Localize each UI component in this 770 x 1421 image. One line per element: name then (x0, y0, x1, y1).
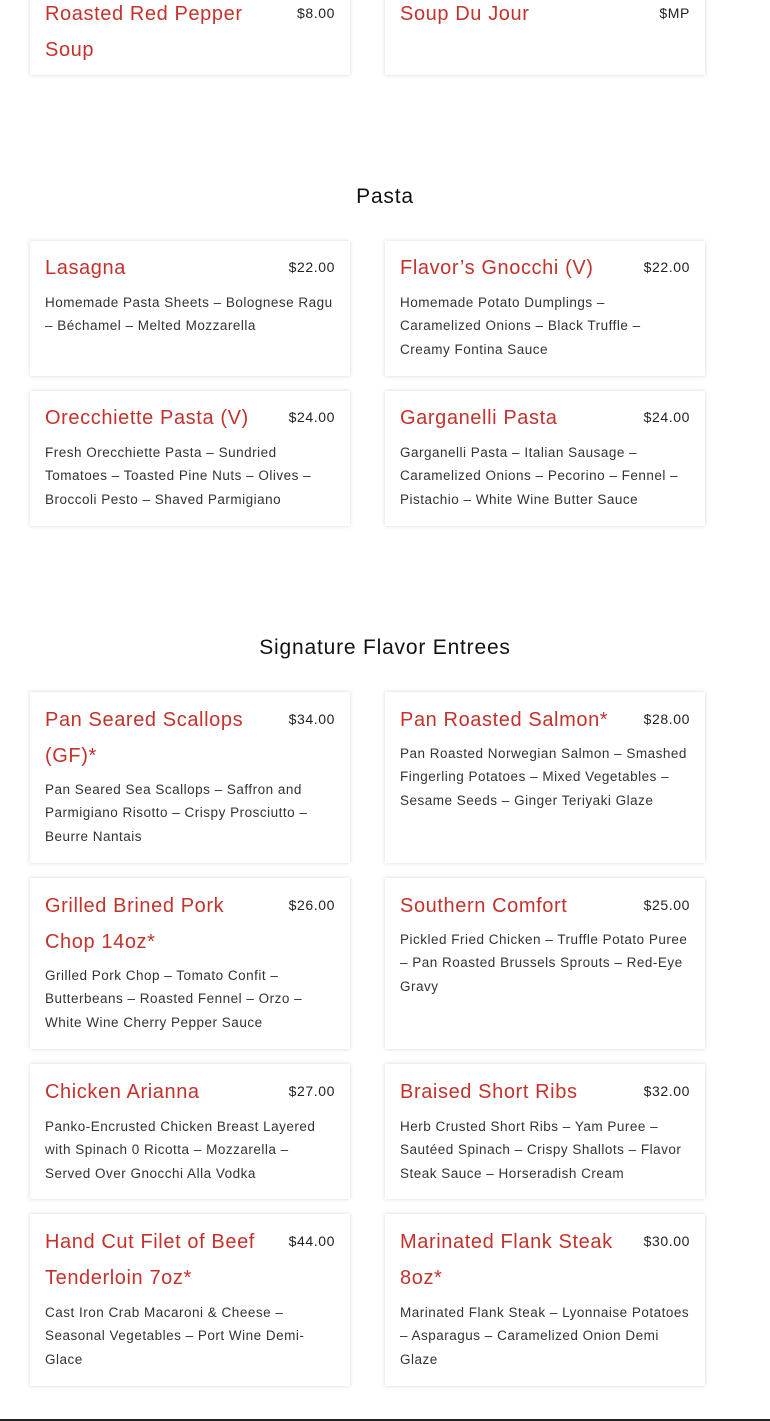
item-description: Fresh Orecchiette Pasta – Sundried Tomatoes – Toasted Pine Nuts – Olives – Broccoli Pesto – Shaved Parmigiano (45, 445, 312, 507)
item-name: Braised Short Ribs (400, 1081, 578, 1103)
menu-item-card (385, 0, 705, 75)
item-price: $28.00 (643, 711, 690, 727)
item-name: Grilled Brined Pork Chop 14oz* (45, 895, 225, 953)
item-name: Soup Du Jour (400, 3, 530, 25)
item-name: Chicken Arianna (45, 1081, 200, 1103)
menu-item-card (30, 878, 350, 1049)
section-title-pasta: Pasta (356, 185, 414, 208)
item-name: Lasagna (45, 257, 126, 279)
item-price: $24.00 (288, 409, 335, 425)
item-name: Garganelli Pasta (400, 407, 558, 429)
menu-item-card (385, 391, 705, 526)
item-description: Herb Crusted Short Ribs – Yam Puree – Sautéed Spinach – Crispy Shallots – Flavor Steak Sauce – Horseradish Cream (400, 1119, 682, 1181)
item-name: Orecchiette Pasta (V) (45, 407, 249, 429)
item-name: Pan Roasted Salmon* (400, 709, 609, 731)
menu-item-card (385, 1214, 705, 1386)
item-price: $24.00 (643, 409, 690, 425)
item-description: Pickled Fried Chicken – Truffle Potato Puree – Pan Roasted Brussels Sprouts – Red-Eye Gravy (400, 932, 688, 994)
item-price: $32.00 (643, 1083, 690, 1099)
menu-item-card (385, 1064, 705, 1199)
menu-item-card (385, 692, 705, 863)
menu-item-card (385, 878, 705, 1049)
item-name: Hand Cut Filet of Beef Tenderloin 7oz* (45, 1231, 255, 1289)
menu-item-card (30, 0, 350, 75)
menu-item-card (30, 391, 350, 526)
item-description: Marinated Flank Steak – Lyonnaise Potatoes – Asparagus – Caramelized Onion Demi Glaze (400, 1305, 690, 1367)
menu-item-card (30, 241, 350, 376)
item-price: $25.00 (643, 897, 690, 913)
item-description: Garganelli Pasta – Italian Sausage – Caramelized Onions – Pecorino – Fennel – Pistachio – White Wine Butter Sauce (400, 445, 679, 507)
item-description: Pan Seared Sea Scallops – Saffron and Parmigiano Risotto – Crispy Prosciutto – Beurre Nantais (45, 782, 308, 844)
menu-item-card (30, 1214, 350, 1386)
item-description: Grilled Pork Chop – Tomato Confit – Butterbeans – Roasted Fennel – Orzo – White Wine Cherry Pepper Sauce (45, 968, 303, 1030)
item-price: $34.00 (288, 711, 335, 727)
item-description: Pan Roasted Norwegian Salmon – Smashed Fingerling Potatoes – Mixed Vegetables – Sesame Seeds – Ginger Teriyaki Glaze (400, 746, 687, 808)
item-description: Homemade Potato Dumplings – Caramelized Onions – Black Truffle – Creamy Fontina Sauce (400, 295, 641, 357)
item-price: $8.00 (296, 5, 335, 21)
item-name: Flavor’s Gnocchi (V) (400, 257, 594, 279)
item-price: $MP (659, 5, 690, 21)
item-price: $26.00 (288, 897, 335, 913)
menu-item-card (30, 1064, 350, 1199)
item-name: Southern Comfort (400, 895, 568, 917)
item-name: Roasted Red Pepper Soup (45, 3, 243, 61)
item-price: $22.00 (288, 259, 335, 275)
item-name: Marinated Flank Steak 8oz* (400, 1231, 613, 1289)
item-description: Cast Iron Crab Macaroni & Cheese – Seasonal Vegetables – Port Wine Demi-Glace (45, 1305, 305, 1367)
item-price: $44.00 (288, 1233, 335, 1249)
section-title-entrees: Signature Flavor Entrees (259, 636, 511, 659)
item-description: Panko-Encrusted Chicken Breast Layered with Spinach 0 Ricotta – Mozzarella – Served Over Gnocchi Alla Vodka (45, 1119, 316, 1181)
item-price: $30.00 (643, 1233, 690, 1249)
item-price: $22.00 (643, 259, 690, 275)
item-description: Homemade Pasta Sheets – Bolognese Ragu – Béchamel – Melted Mozzarella (45, 295, 333, 334)
menu-item-card (385, 241, 705, 376)
item-name: Pan Seared Scallops (GF)* (45, 709, 244, 767)
menu-item-card (30, 692, 350, 863)
item-price: $27.00 (288, 1083, 335, 1099)
